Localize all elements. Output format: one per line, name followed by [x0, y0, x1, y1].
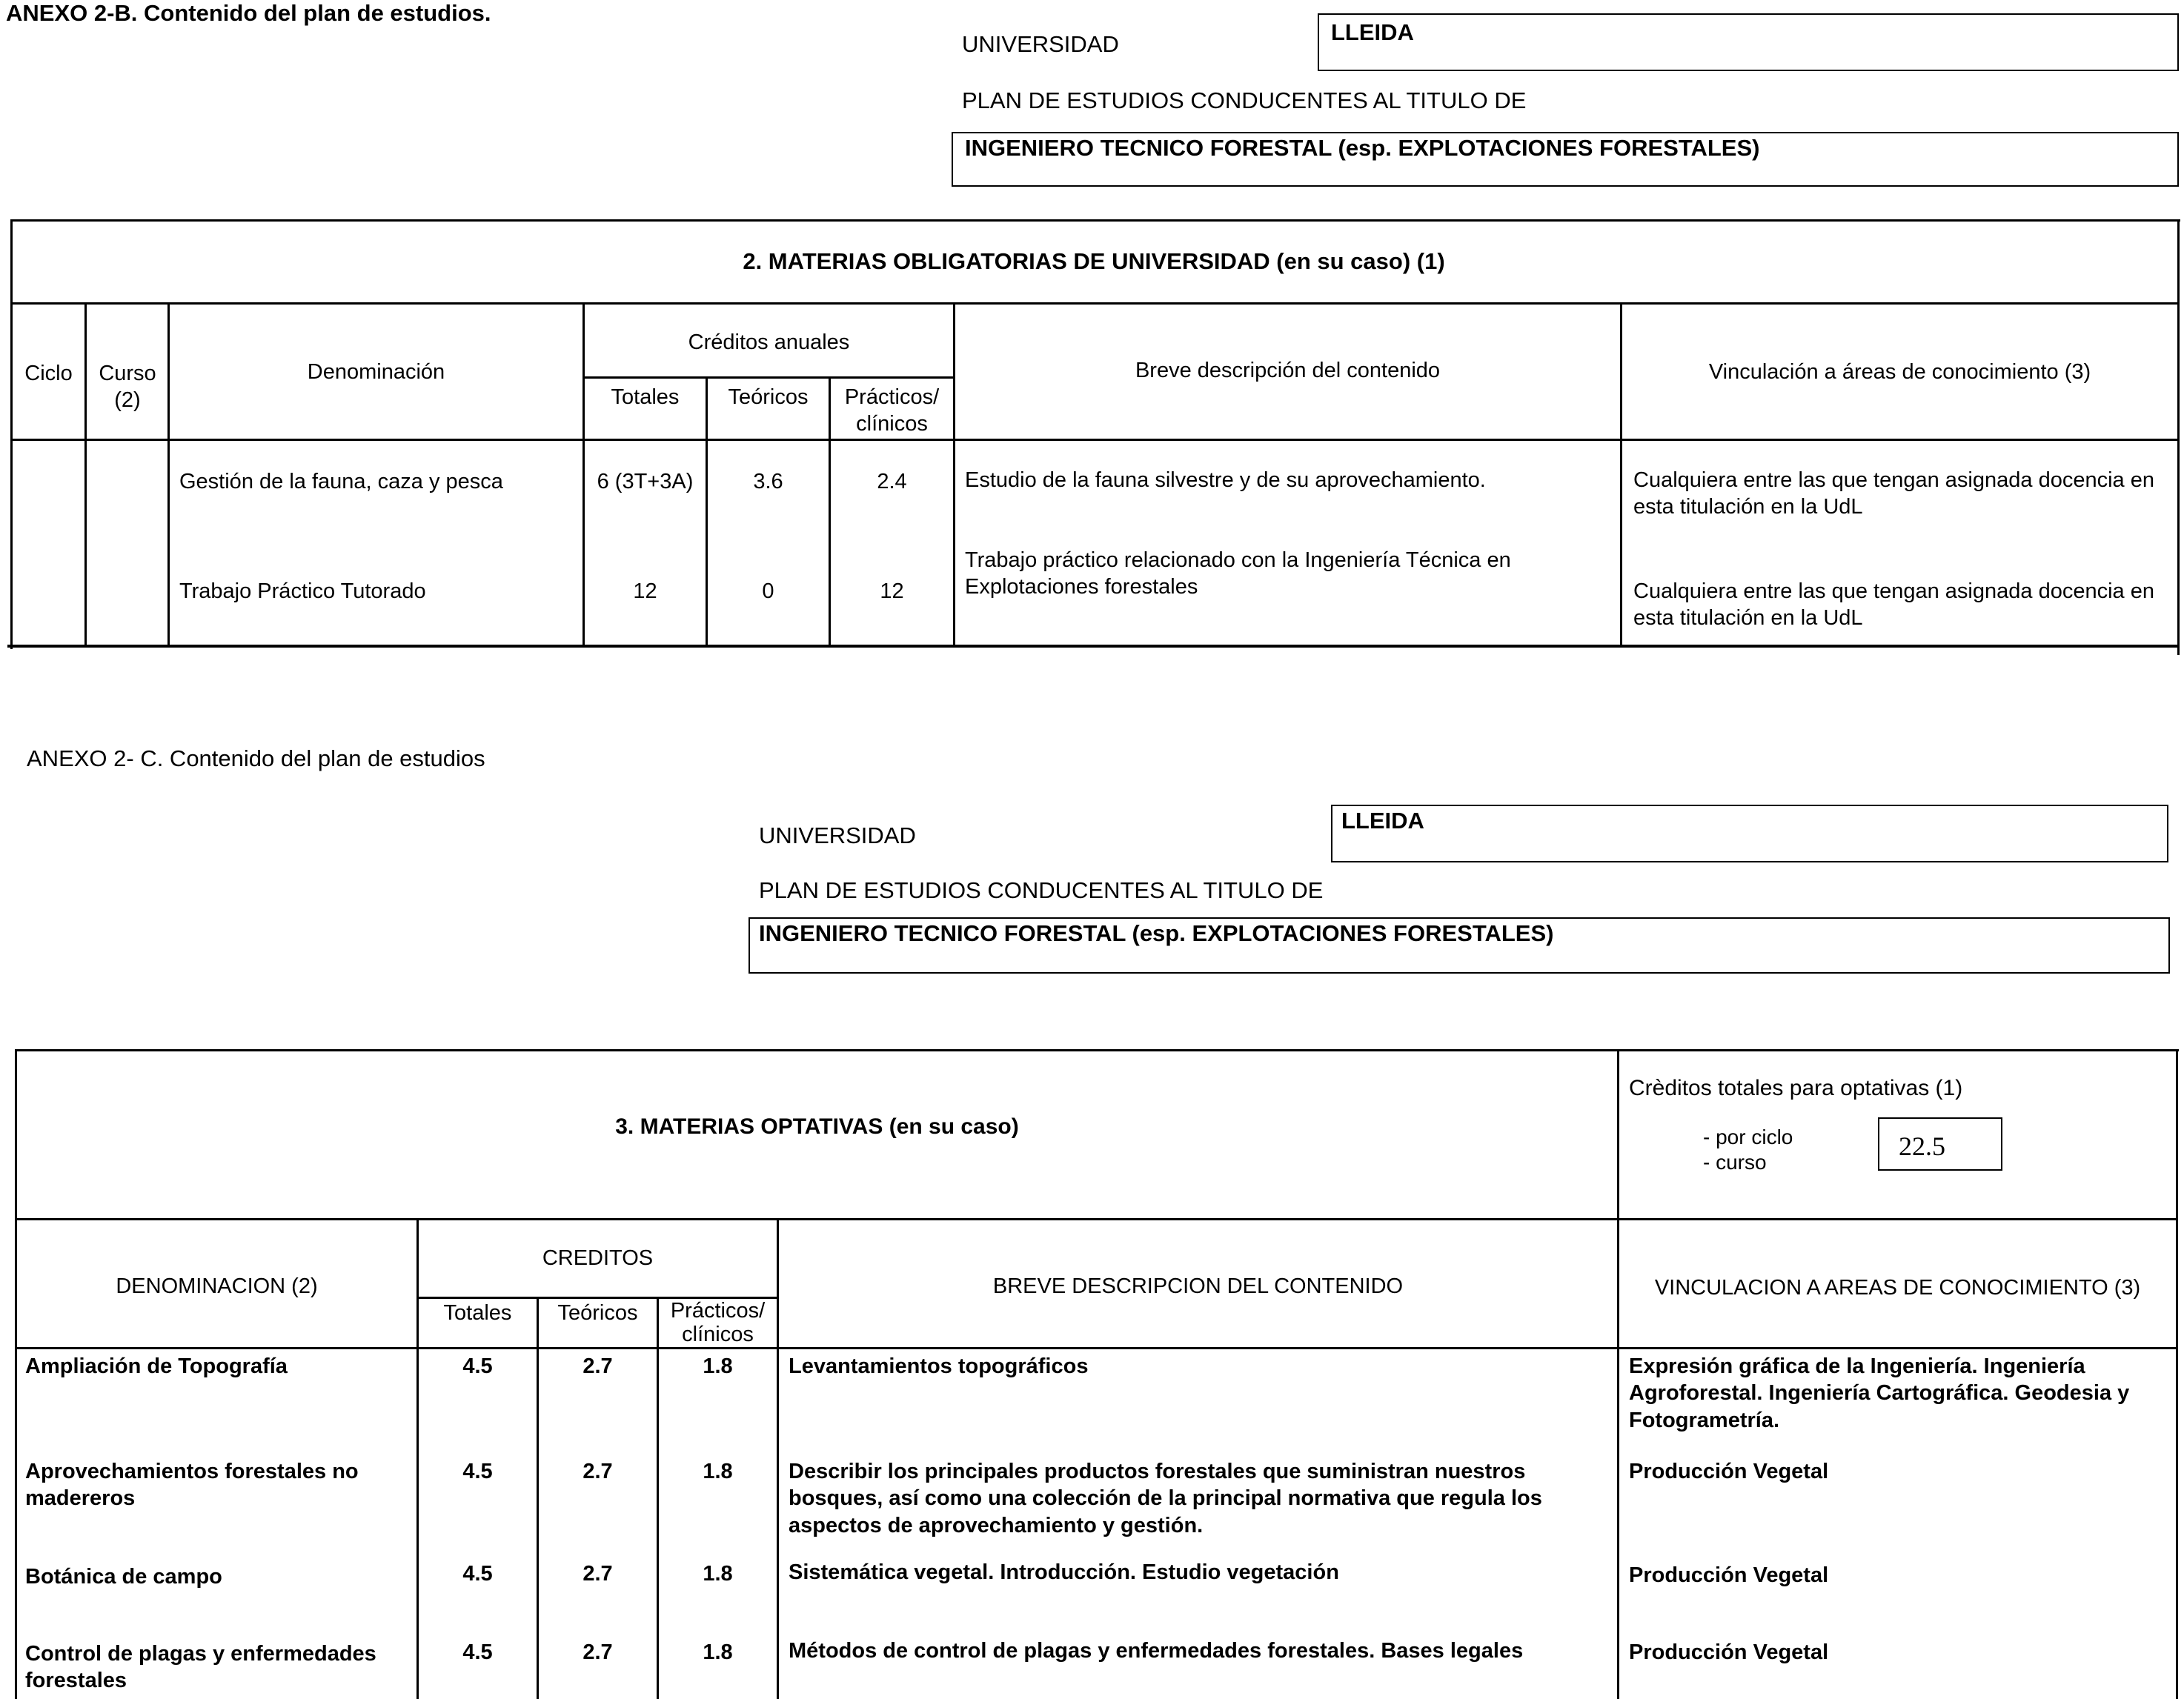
header-vinculacion: VINCULACION A AREAS DE CONOCIMIENTO (3)	[1654, 1276, 2141, 1300]
row-vinculacion: Expresión gráfica de la Ingeniería. Ingeniería Agroforestal. Ingeniería Cartográfica. Geodesia y Fotogrametría.	[1629, 1354, 2130, 1432]
por-ciclo-label: - por ciclo	[1703, 1126, 1793, 1148]
credits-value-box	[1878, 1117, 2002, 1171]
degree-field	[952, 132, 2179, 187]
row-denominacion: Ampliación de Topografía	[25, 1354, 288, 1378]
plan-label: PLAN DE ESTUDIOS CONDUCENTES AL TITULO DE	[759, 877, 1324, 903]
row-vinculacion: Producción Vegetal	[1629, 1460, 1829, 1483]
row-descripcion: Métodos de control de plagas y enfermedades forestales. Bases legales	[789, 1639, 1524, 1663]
row-totales: 12	[633, 579, 657, 603]
header-creditos-anuales: Créditos anuales	[688, 330, 850, 354]
header-teoricos: Teóricos	[728, 385, 809, 409]
row-teoricos: 2.7	[582, 1562, 613, 1586]
row-teoricos: 2.7	[582, 1640, 613, 1664]
header-practicos: Prácticos/ clínicos	[844, 385, 940, 436]
row-denominacion: Control de plagas y enfermedades forestales	[25, 1642, 376, 1693]
university-field	[1331, 805, 2168, 862]
curso-label: - curso	[1703, 1151, 1767, 1174]
university-label: UNIVERSIDAD	[759, 822, 916, 848]
row-totales: 4.5	[462, 1640, 493, 1664]
row-practicos: 1.8	[703, 1460, 733, 1483]
row-descripcion: Sistemática vegetal. Introducción. Estudio vegetación	[789, 1560, 1339, 1584]
row-teoricos: 2.7	[582, 1354, 613, 1378]
header-descripcion: Breve descripción del contenido	[1135, 359, 1441, 382]
row-descripcion: Levantamientos topográficos	[789, 1354, 1089, 1378]
credits-total-label: Crèditos totales para optativas (1)	[1629, 1076, 1963, 1100]
row-totales: 4.5	[462, 1354, 493, 1378]
optativas-title: 3. MATERIAS OPTATIVAS (en su caso)	[615, 1114, 1019, 1139]
plan-label: PLAN DE ESTUDIOS CONDUCENTES AL TITULO DE	[962, 87, 1527, 113]
header-vinculacion: Vinculación a áreas de conocimiento (3)	[1708, 360, 2091, 384]
row-denominacion: Botánica de campo	[25, 1565, 222, 1589]
header-totales: Totales	[443, 1301, 512, 1325]
row-vinculacion: Cualquiera entre las que tengan asignada docencia en esta titulación en la UdL	[1633, 579, 2154, 631]
row-practicos: 2.4	[877, 470, 907, 493]
row-denominacion: Gestión de la fauna, caza y pesca	[179, 470, 503, 493]
header-teoricos: Teóricos	[557, 1301, 638, 1325]
row-totales: 6 (3T+3A)	[597, 470, 694, 493]
annex-b-title: ANEXO 2-B. Contenido del plan de estudios.	[6, 0, 491, 26]
header-denominacion: Denominación	[307, 360, 445, 384]
university-label: UNIVERSIDAD	[962, 31, 1119, 57]
university-field	[1318, 13, 2179, 71]
row-teoricos: 0	[762, 579, 774, 603]
row-practicos: 12	[880, 579, 904, 603]
header-curso: Curso (2)	[99, 362, 156, 413]
row-practicos: 1.8	[703, 1354, 733, 1378]
row-descripcion: Estudio de la fauna silvestre y de su aprovechamiento.	[965, 468, 1486, 492]
row-descripcion: Describir los principales productos forestales que suministran nuestros bosques, así como una colección de la principal normativa que regula los aspectos de aprovechamiento y gestión.	[789, 1460, 1542, 1537]
degree-value: INGENIERO TECNICO FORESTAL (esp. EXPLOTACIONES FORESTALES)	[965, 135, 1760, 161]
header-totales: Totales	[611, 385, 680, 409]
header-descripcion: BREVE DESCRIPCION DEL CONTENIDO	[992, 1274, 1404, 1298]
row-descripcion: Trabajo práctico relacionado con la Ingeniería Técnica en Explotaciones forestales	[965, 548, 1511, 599]
header-denominacion: DENOMINACION (2)	[116, 1274, 318, 1298]
degree-value: INGENIERO TECNICO FORESTAL (esp. EXPLOTACIONES FORESTALES)	[759, 920, 1554, 946]
degree-field	[749, 917, 2170, 974]
university-value: LLEIDA	[1331, 19, 1414, 45]
header-practicos: Prácticos/ clínicos	[670, 1299, 766, 1346]
row-totales: 4.5	[462, 1460, 493, 1483]
row-vinculacion: Cualquiera entre las que tengan asignada docencia en esta titulación en la UdL	[1633, 468, 2154, 519]
credits-value: 22.5	[1899, 1131, 1945, 1161]
row-totales: 4.5	[462, 1562, 493, 1586]
header-creditos: CREDITOS	[542, 1246, 654, 1270]
obligatorias-title: 2. MATERIAS OBLIGATORIAS DE UNIVERSIDAD (en su caso) (1)	[743, 248, 1445, 274]
row-denominacion: Trabajo Práctico Tutorado	[179, 579, 426, 603]
row-practicos: 1.8	[703, 1562, 733, 1586]
annex-c-title: ANEXO 2- C. Contenido del plan de estudios	[27, 745, 485, 771]
row-vinculacion: Producción Vegetal	[1629, 1563, 1829, 1587]
university-value: LLEIDA	[1341, 808, 1424, 834]
header-ciclo: Ciclo	[24, 362, 73, 385]
row-denominacion: Aprovechamientos forestales no madereros	[25, 1460, 359, 1511]
row-teoricos: 3.6	[753, 470, 783, 493]
row-vinculacion: Producción Vegetal	[1629, 1640, 1829, 1664]
row-teoricos: 2.7	[582, 1460, 613, 1483]
row-practicos: 1.8	[703, 1640, 733, 1664]
